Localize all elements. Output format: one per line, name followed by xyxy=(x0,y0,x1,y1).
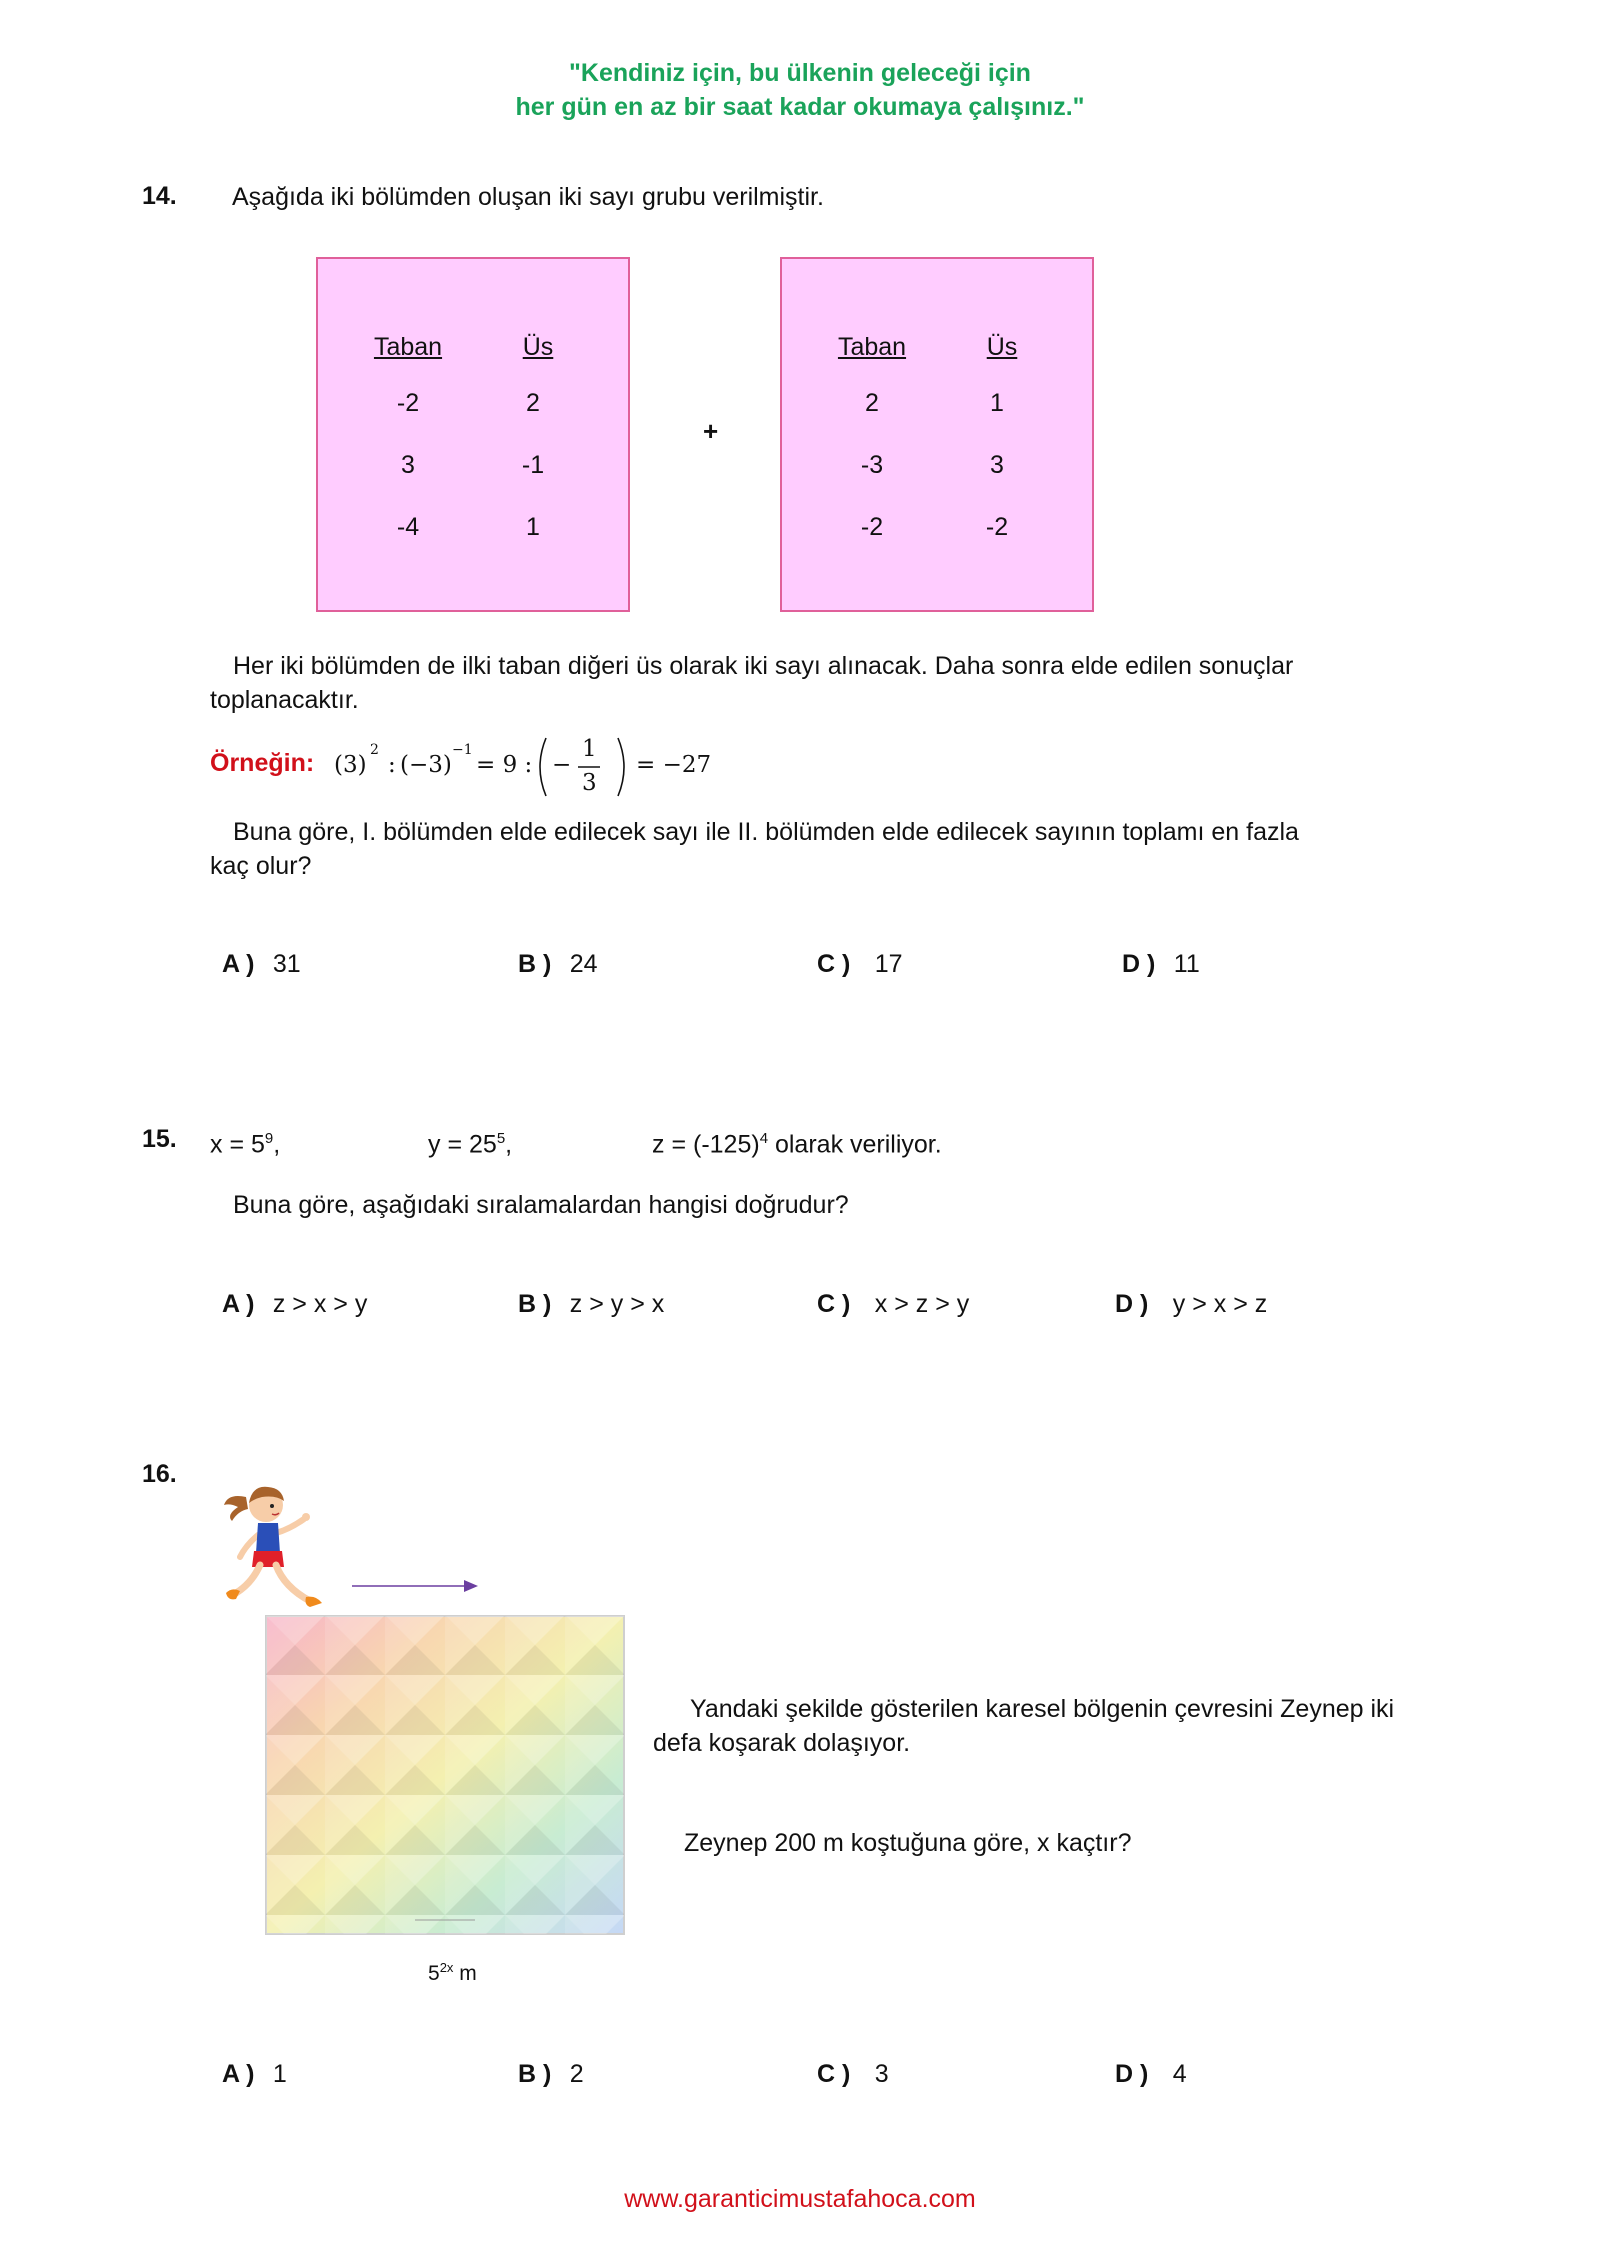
question-14-intro: Aşağıda iki bölümden oluşan iki sayı grubu verilmiştir. xyxy=(232,183,824,211)
option-value: 17 xyxy=(874,950,903,978)
left-box-us-1: 2 xyxy=(526,389,540,417)
option-value: 1 xyxy=(272,2060,287,2088)
q16-text1-line1: Yandaki şekilde gösterilen karesel bölgenin çevresini Zeynep iki xyxy=(690,1695,1395,1723)
q16-question: Zeynep 200 m koştuğuna göre, x kaçtır? xyxy=(684,1829,1132,1857)
left-box-taban-header: Taban xyxy=(373,333,443,361)
q16-option-d[interactable] xyxy=(1115,2060,1187,2089)
q14-option-a[interactable] xyxy=(222,950,301,979)
square-region-figure xyxy=(265,1615,625,1935)
running-girl-illustration xyxy=(218,1475,348,1625)
option-value: 4 xyxy=(1172,2060,1187,2088)
q14-option-b[interactable] xyxy=(518,950,598,979)
question-16-number: 16. xyxy=(142,1460,177,1488)
option-letter: B ) xyxy=(518,1290,552,1318)
right-box-us-2: 3 xyxy=(990,451,1004,479)
formula-base-2: (−3) xyxy=(400,752,452,778)
option-value: x > z > y xyxy=(874,1290,970,1318)
example-formula xyxy=(334,736,712,804)
option-value: 3 xyxy=(874,2060,889,2088)
motto-line-1: "Kendiniz için, bu ülkenin geleceği için xyxy=(569,59,1031,87)
left-box-us-header: Üs xyxy=(522,333,554,361)
right-box-taban-2: -3 xyxy=(860,451,884,479)
formula-numerator: 1 xyxy=(582,736,597,762)
right-box-us-1: 1 xyxy=(990,389,1004,417)
right-number-box xyxy=(780,257,1094,612)
q16-option-a[interactable] xyxy=(222,2060,287,2089)
option-letter: B ) xyxy=(518,950,552,978)
plus-sign: + xyxy=(703,416,719,446)
formula-denominator: 3 xyxy=(582,770,597,796)
question-15-number: 15. xyxy=(142,1125,177,1153)
formula-exp-2: −1 xyxy=(452,742,473,758)
q14-para2-line2: kaç olur? xyxy=(210,852,312,880)
example-label: Örneğin: xyxy=(210,749,315,777)
formula-minus: − xyxy=(552,752,572,778)
q16-option-b[interactable] xyxy=(518,2060,584,2089)
q15-option-b[interactable] xyxy=(518,1290,664,1319)
q15-option-a[interactable] xyxy=(222,1290,367,1319)
option-letter: C ) xyxy=(817,2060,851,2088)
right-box-us-header: Üs xyxy=(986,333,1018,361)
option-letter: A ) xyxy=(222,950,255,978)
formula-base-1: (3) xyxy=(334,752,367,778)
option-letter: B ) xyxy=(518,2060,552,2088)
left-box-us-2: -1 xyxy=(521,451,545,479)
option-letter: A ) xyxy=(222,2060,255,2088)
option-value: 24 xyxy=(569,950,598,978)
right-box-taban-1: 2 xyxy=(865,389,879,417)
option-value: y > x > z xyxy=(1172,1290,1268,1318)
q15-question: Buna göre, aşağıdaki sıralamalardan hangisi doğrudur? xyxy=(233,1191,849,1219)
q16-option-c[interactable] xyxy=(817,2060,889,2089)
option-value: z > y > x xyxy=(569,1290,665,1318)
formula-colon: : xyxy=(388,752,396,778)
right-box-taban-header: Taban xyxy=(837,333,907,361)
option-letter: D ) xyxy=(1122,950,1156,978)
q15-z-expression: $z = (-125)^4$ olarak veriliyor. xyxy=(652,1130,942,1159)
square-side-label: $5^{2x}$ m xyxy=(428,1960,477,1985)
q14-para1-line1: Her iki bölümden de ilki taban diğeri üs olarak iki sayı alınacak. Daha sonra elde edilen sonuçlar xyxy=(233,652,1294,680)
right-box-us-3: -2 xyxy=(985,513,1009,541)
q14-para1-line2: toplanacaktır. xyxy=(210,686,359,714)
option-letter: D ) xyxy=(1115,1290,1149,1318)
formula-exp-1: 2 xyxy=(370,742,379,758)
option-letter: C ) xyxy=(817,950,851,978)
right-box-taban-3: -2 xyxy=(860,513,884,541)
q15-option-d[interactable] xyxy=(1115,1290,1267,1319)
question-14-number: 14. xyxy=(142,182,177,210)
q15-x-expression: $x = 5^9$, xyxy=(210,1130,281,1159)
left-number-box xyxy=(316,257,630,612)
formula-result: = −27 xyxy=(636,752,712,778)
left-box-taban-3: -4 xyxy=(396,513,420,541)
option-letter: C ) xyxy=(817,1290,851,1318)
option-value: 11 xyxy=(1173,950,1200,978)
motto-line-2: her gün en az bir saat kadar okumaya çalışınız." xyxy=(515,93,1085,121)
q16-text1-line2: defa koşarak dolaşıyor. xyxy=(653,1729,911,1757)
q15-y-expression: $y = 25^5$, xyxy=(428,1130,513,1159)
q14-option-d[interactable] xyxy=(1122,950,1200,979)
option-value: 31 xyxy=(272,950,301,978)
footer-website-link[interactable]: www.garanticimustafahoca.com xyxy=(624,2185,976,2213)
q14-para2-line1: Buna göre, I. bölümden elde edilecek sayı ile II. bölümden elde edilecek sayının toplamı en fazla xyxy=(233,818,1299,846)
formula-eq-1: = 9 : xyxy=(476,752,533,778)
q14-option-c[interactable] xyxy=(817,950,903,979)
direction-arrow xyxy=(352,1578,482,1594)
q15-option-c[interactable] xyxy=(817,1290,969,1319)
option-letter: A ) xyxy=(222,1290,255,1318)
left-box-taban-1: -2 xyxy=(396,389,420,417)
option-letter: D ) xyxy=(1115,2060,1149,2088)
left-box-us-3: 1 xyxy=(526,513,540,541)
left-box-taban-2: 3 xyxy=(401,451,415,479)
option-value: 2 xyxy=(569,2060,584,2088)
option-value: z > x > y xyxy=(272,1290,368,1318)
